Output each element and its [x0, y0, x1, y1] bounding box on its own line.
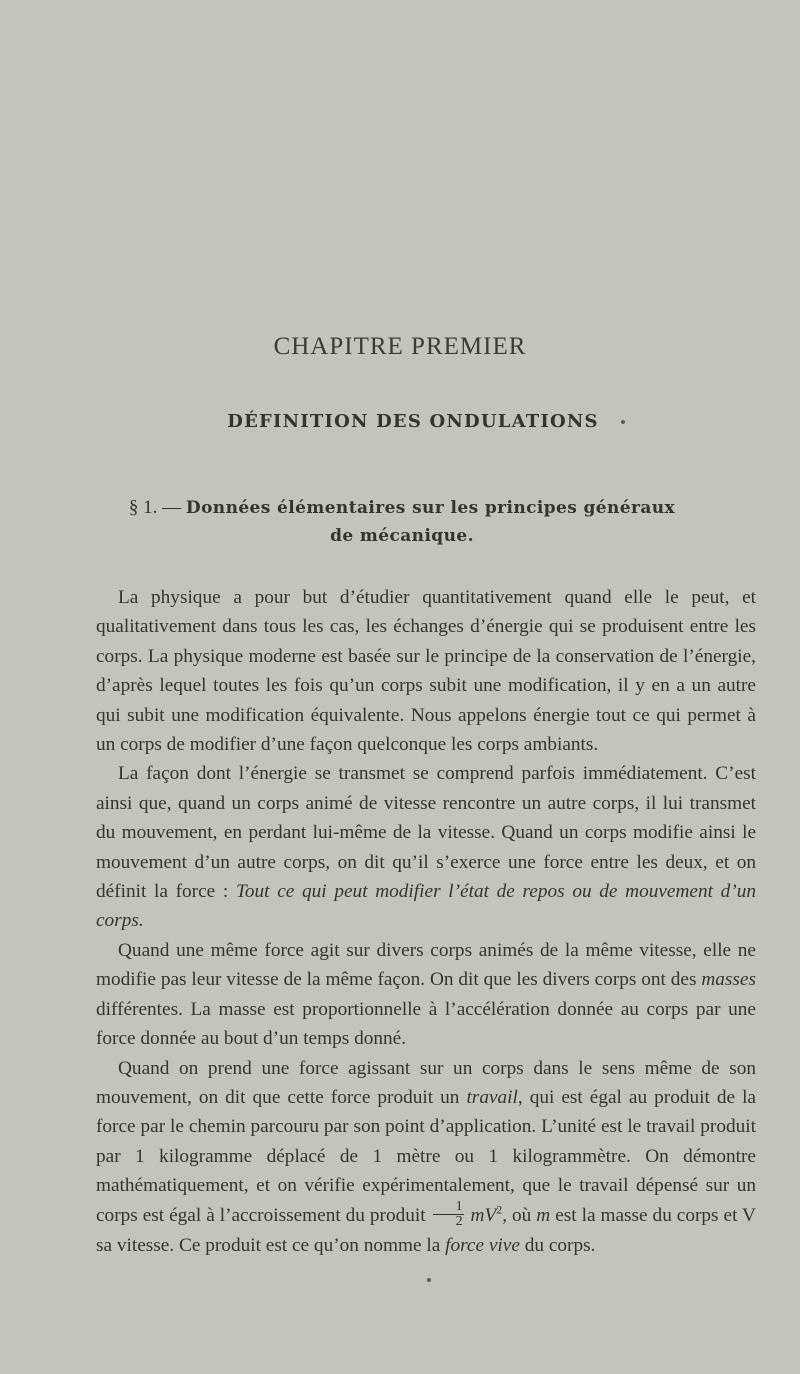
formula-mv: mV	[470, 1204, 497, 1226]
paper-speck	[427, 1278, 431, 1282]
paragraph-3	[96, 936, 756, 1054]
term-masses: masses	[701, 969, 756, 991]
term-travail: travail	[466, 1086, 518, 1108]
paragraph-4-text-a: Quand on prend une force agissant sur un corps dans le sens même de son mouvement, on dit que cette force produit un	[96, 1057, 756, 1108]
section-title: DÉFINITION DES ONDULATIONS	[227, 411, 599, 432]
section-number: § 1. —	[128, 497, 182, 518]
symbol-m: m	[536, 1204, 551, 1226]
paragraph-4-text-b: , qui est égal au produit de la force par le chemin parcouru par son point d’application. L’unité est le travail produit par 1 kilogramme déplacé de 1 mètre ou 1 kilogrammètre. On démontre mathématiquement, et on vérifie expérimentalement, que le travail dépensé sur un corps est égal à l’accroissement du produit	[96, 1086, 756, 1226]
fraction-denominator: 2	[455, 1213, 463, 1229]
formula-exponent: 2	[496, 1202, 503, 1217]
force-definition: Tout ce qui peut modifier l’état de repos ou de mouvement d’un corps.	[96, 881, 756, 932]
paragraph-2-text: La façon dont l’énergie se transmet se comprend parfois immédiatement. C’est ainsi que, quand un corps animé de vitesse rencontre un autre corps, il lui transmet du mouvement, en perdant lui-même de la vitesse. Quand un corps modifie ainsi le mouvement d’un autre corps, on dit qu’il s’exerce une force entre les deux, et on définit la force :	[96, 763, 756, 903]
paragraph-3-text-a: Quand une même force agit sur divers corps animés de la même vitesse, elle ne modifie pas leur vitesse de la même façon. On dit que les divers corps ont des	[96, 939, 756, 991]
paragraph-4-text-d: est la masse du corps et V sa vitesse. Ce produit est ce qu’on nomme la	[96, 1204, 756, 1256]
fraction-one-half	[433, 1200, 464, 1229]
paragraph-3-text-b: différentes. La masse est proportionnelle à l’accélération donnée au corps par une force donnée au bout d’un temps donné.	[96, 998, 756, 1050]
chapter-title: CHAPITRE PREMIER	[273, 333, 527, 360]
fraction-numerator: 1	[433, 1200, 464, 1215]
paragraph-4-text-c: , où	[502, 1204, 532, 1226]
section-heading	[96, 494, 708, 550]
paper-speck	[621, 420, 625, 424]
heading-line-2: de mécanique.	[330, 526, 474, 546]
paragraph-4	[96, 1054, 756, 1261]
term-force-vive: force vive	[445, 1234, 520, 1256]
body-text	[96, 583, 756, 1260]
heading-line-1: Données élémentaires sur les principes généraux	[185, 498, 676, 518]
paragraph-4-text-e: du corps.	[524, 1234, 596, 1256]
paragraph-1: La physique a pour but d’étudier quantitativement quand elle le peut, et qualitativement dans tous les cas, les échanges d’énergie qui se produisent entre les corps. La physique moderne est basée sur le principe de la conservation de l’énergie, d’après lequel toutes les fois qu’un corps subit une modification, il y en a un autre qui subit une modification équivalente. Nous appelons énergie tout ce qui permet à un corps de modifier d’une façon quelconque les corps ambiants.	[96, 587, 756, 756]
paragraph-2	[96, 759, 756, 935]
